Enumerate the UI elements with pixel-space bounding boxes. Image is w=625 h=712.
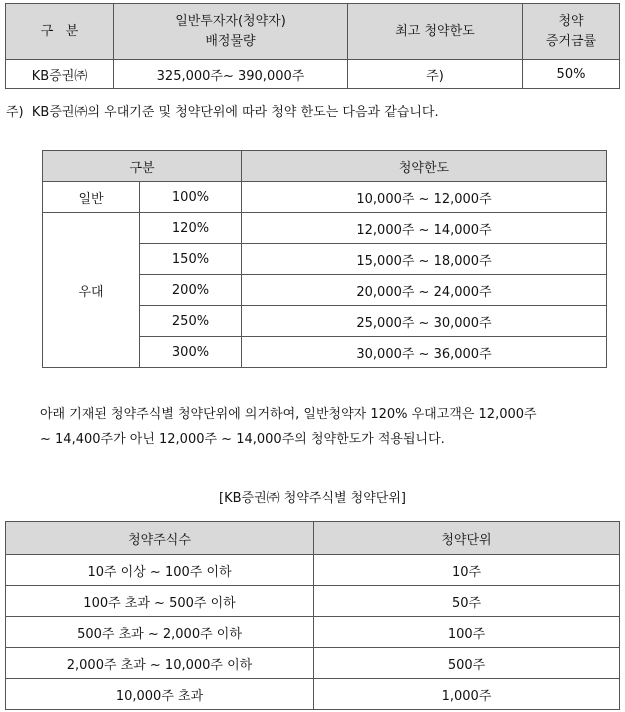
limit-header-category: 구분 — [43, 151, 242, 182]
allocation-volume: 325,000주~ 390,000주 — [114, 60, 348, 89]
pct-cell: 300% — [140, 337, 242, 368]
limit-cell: 20,000주 ~ 24,000주 — [242, 275, 607, 306]
preferred-limit-table — [42, 150, 607, 368]
limit-header-row — [43, 151, 607, 182]
deposit-rate-value: 50% — [523, 60, 620, 89]
unit-table-caption: [KB증권㈜ 청약주식별 청약단위] — [219, 491, 406, 506]
unit-header-unit: 청약단위 — [314, 522, 620, 555]
unit-value: 100주 — [314, 617, 620, 648]
pct-cell: 150% — [140, 244, 242, 275]
unit-value: 500주 — [314, 648, 620, 679]
unit-value: 1,000주 — [314, 679, 620, 710]
allocation-row — [6, 60, 620, 89]
pct-cell: 200% — [140, 275, 242, 306]
explanation-line2: ~ 14,400주가 아닌 12,000주 ~ 14,000주의 청약한도가 적용됩니다. — [40, 432, 445, 447]
header-deposit-rate — [523, 4, 620, 60]
limit-cell: 10,000주 ~ 12,000주 — [242, 182, 607, 213]
shares-range: 500주 초과 ~ 2,000주 이하 — [6, 617, 314, 648]
subscription-unit-table — [5, 521, 620, 710]
explanation-paragraph — [40, 402, 616, 452]
shares-range: 2,000주 초과 ~ 10,000주 이하 — [6, 648, 314, 679]
shares-range: 100주 초과 ~ 500주 이하 — [6, 586, 314, 617]
header-max-limit: 최고 청약한도 — [348, 4, 523, 60]
header-deposit-line1: 청약 — [558, 13, 584, 29]
header-allocation-line1: 일반투자자(청약자) — [175, 13, 286, 29]
header-category: 구 분 — [6, 4, 114, 60]
limit-header-limit: 청약한도 — [242, 151, 607, 182]
pct-cell: 250% — [140, 306, 242, 337]
shares-range: 10주 이상 ~ 100주 이하 — [6, 555, 314, 586]
header-allocation — [114, 4, 348, 60]
limit-cell: 25,000주 ~ 30,000주 — [242, 306, 607, 337]
broker-name: KB증권㈜ — [6, 60, 114, 89]
table-row — [43, 213, 607, 244]
table-row — [6, 586, 620, 617]
unit-value: 10주 — [314, 555, 620, 586]
table-row — [6, 679, 620, 710]
max-limit-value: 주) — [348, 60, 523, 89]
shares-range: 10,000주 초과 — [6, 679, 314, 710]
limit-cell: 12,000주 ~ 14,000주 — [242, 213, 607, 244]
table-row — [6, 555, 620, 586]
table-row — [6, 648, 620, 679]
header-deposit-line2: 증거금률 — [545, 33, 597, 49]
explanation-line1: 아래 기재된 청약주식별 청약단위에 의거하여, 일반청약자 120% 우대고객은 12,000주 — [40, 407, 537, 422]
footnote: 주) KB증권㈜의 우대기준 및 청약단위에 따라 청약 한도는 다음과 같습니다. — [6, 105, 439, 120]
unit-header-row — [6, 522, 620, 555]
table-row — [6, 617, 620, 648]
header-allocation-line2: 배정물량 — [205, 33, 256, 49]
table-row — [43, 182, 607, 213]
unit-value: 50주 — [314, 586, 620, 617]
allocation-table — [5, 3, 620, 89]
pct-cell: 100% — [140, 182, 242, 213]
unit-header-shares: 청약주식수 — [6, 522, 314, 555]
preferred-label: 우대 — [43, 213, 140, 368]
limit-cell: 30,000주 ~ 36,000주 — [242, 337, 607, 368]
limit-cell: 15,000주 ~ 18,000주 — [242, 244, 607, 275]
allocation-header-row — [6, 4, 620, 60]
pct-cell: 120% — [140, 213, 242, 244]
general-label: 일반 — [43, 182, 140, 213]
